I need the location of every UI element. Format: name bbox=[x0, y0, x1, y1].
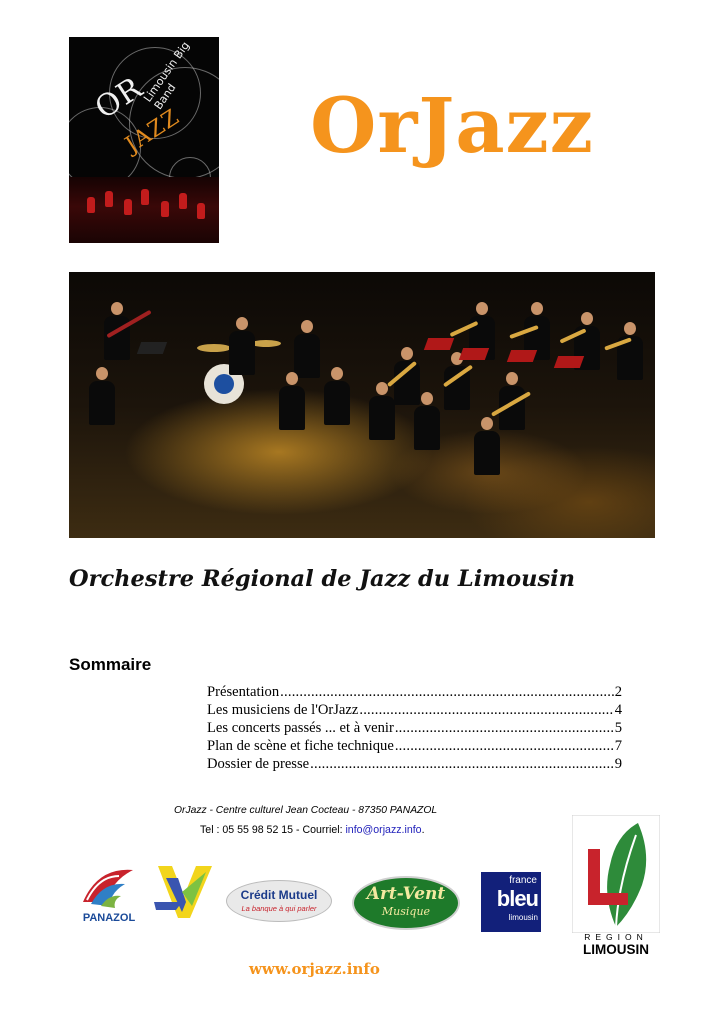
band-concert-photo bbox=[69, 272, 655, 538]
credit-mutuel-tagline: La banque à qui parler bbox=[241, 904, 317, 913]
toc-entry-page: 4 bbox=[614, 702, 622, 718]
france-bleu-limousin-logo[interactable] bbox=[481, 872, 541, 932]
toc-entry-page: 2 bbox=[614, 684, 622, 700]
website-link[interactable]: www.orjazz.info bbox=[249, 960, 380, 978]
poster-big-band-text: Limousin Big Band bbox=[141, 39, 193, 112]
toc-leader-dots bbox=[395, 737, 614, 755]
sommaire-heading: Sommaire bbox=[69, 655, 152, 674]
france-bleu-bleu-text: bleu bbox=[496, 886, 538, 911]
toc-leader-dots bbox=[359, 701, 613, 719]
toc-leader-dots bbox=[310, 755, 614, 773]
contact-email-suffix: . bbox=[421, 824, 425, 836]
contact-address-text: - Centre culturel Jean Cocteau - 87350 PANAZOL bbox=[206, 805, 438, 816]
credit-mutuel-name: Crédit Mutuel bbox=[240, 888, 318, 902]
poster-jazz-text: JAZZ bbox=[121, 104, 185, 158]
contact-org-name: OrJazz bbox=[174, 805, 207, 816]
poster-or-text: OR bbox=[89, 70, 150, 127]
toc-entry-label: Plan de scène et fiche technique bbox=[207, 738, 394, 754]
subtitle: Orchestre Régional de Jazz du Limousin bbox=[69, 566, 576, 592]
poster-band-photo bbox=[69, 177, 219, 243]
region-name-text: LIMOUSIN bbox=[583, 942, 649, 957]
toc-entry-page: 5 bbox=[614, 720, 622, 736]
orjazz-poster-image bbox=[69, 37, 219, 243]
toc-entry[interactable] bbox=[207, 755, 622, 773]
art-vent-musique-logo[interactable] bbox=[352, 876, 460, 930]
region-limousin-leaf-icon bbox=[572, 815, 660, 933]
toc-entry[interactable] bbox=[207, 701, 622, 719]
toc-entry-label: Dossier de presse bbox=[207, 756, 310, 772]
credit-mutuel-logo[interactable] bbox=[226, 880, 332, 922]
contact-email-link[interactable]: info@orjazz.info bbox=[345, 824, 422, 836]
toc-entry-label: Les concerts passés ... et à venir bbox=[207, 720, 394, 736]
haute-vienne-logo[interactable] bbox=[152, 862, 218, 926]
art-vent-subtitle: Musique bbox=[381, 905, 431, 918]
panazol-logo-text: PANAZOL bbox=[82, 912, 136, 924]
toc-leader-dots bbox=[280, 683, 614, 701]
toc-entry-page: 7 bbox=[614, 738, 622, 754]
toc-leader-dots bbox=[395, 719, 614, 737]
region-limousin-logo[interactable] bbox=[572, 815, 660, 960]
table-of-contents bbox=[207, 683, 622, 773]
toc-entry-page: 9 bbox=[614, 756, 622, 772]
contact-address bbox=[174, 805, 464, 816]
panazol-logo[interactable] bbox=[73, 862, 145, 928]
toc-entry[interactable] bbox=[207, 719, 622, 737]
region-label-text: REGION bbox=[584, 932, 648, 942]
france-bleu-limousin-text: limousin bbox=[508, 913, 538, 922]
page-title: OrJazz bbox=[310, 81, 594, 170]
france-bleu-france-text: france bbox=[509, 875, 537, 886]
toc-entry[interactable] bbox=[207, 737, 622, 755]
haute-vienne-emblem-icon bbox=[152, 862, 218, 926]
toc-entry[interactable] bbox=[207, 683, 622, 701]
art-vent-title: Art-Vent bbox=[366, 884, 446, 904]
contact-phone-email bbox=[200, 824, 425, 836]
toc-entry-label: Présentation bbox=[207, 684, 280, 700]
contact-phone: Tel : 05 55 98 52 15 - Courriel: bbox=[200, 824, 346, 836]
toc-entry-label: Les musiciens de l'OrJazz bbox=[207, 702, 359, 718]
